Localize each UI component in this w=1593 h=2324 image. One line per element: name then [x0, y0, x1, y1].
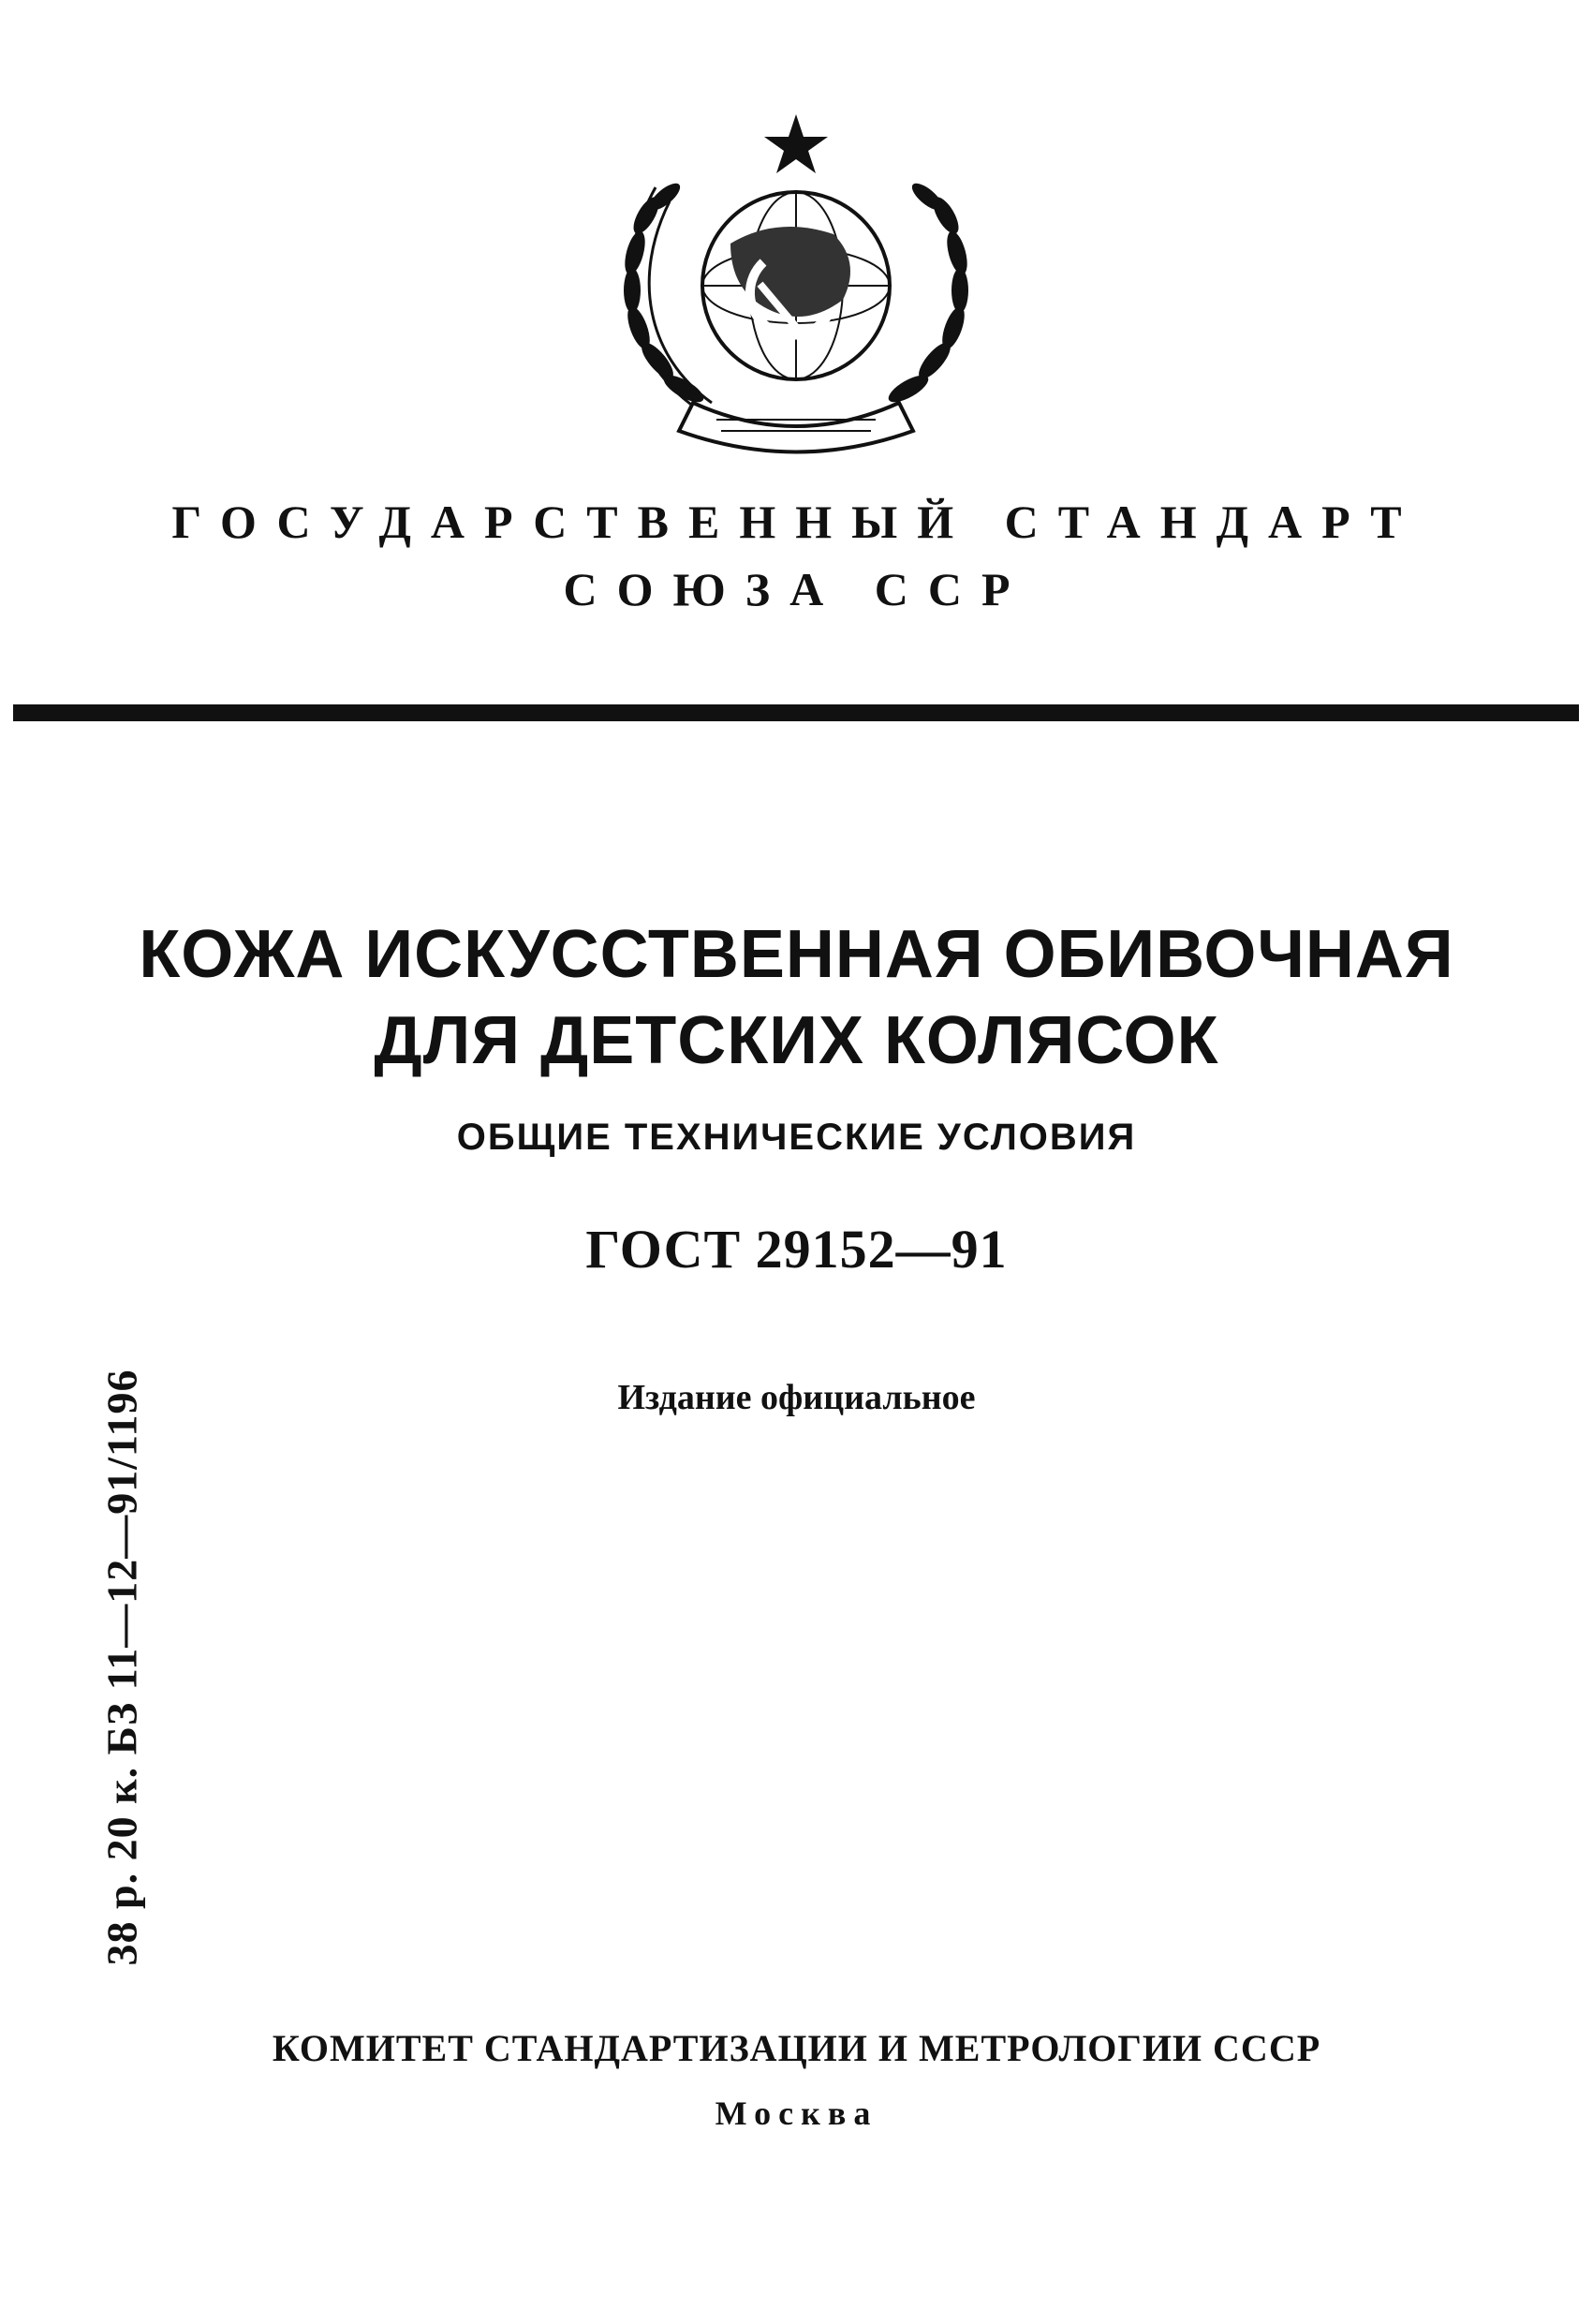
publisher: КОМИТЕТ СТАНДАРТИЗАЦИИ И МЕТРОЛОГИИ СССР	[272, 2027, 1321, 2069]
city: Москва	[715, 2095, 878, 2132]
standard-header-line-1: ГОСУДАРСТВЕННЫЙ СТАНДАРТ	[171, 496, 1422, 548]
standard-header-line-2: СОЮЗА ССР	[563, 563, 1030, 615]
document-title-line-2: ДЛЯ ДЕТСКИХ КОЛЯСОК	[374, 1003, 1219, 1078]
document-title-line-1: КОЖА ИСКУССТВЕННАЯ ОБИВОЧНАЯ	[139, 917, 1454, 992]
state-emblem	[590, 103, 1002, 468]
horizontal-rule	[13, 704, 1579, 721]
edition-note: Издание официальное	[617, 1378, 976, 1417]
side-price-code: 38 р. 20 к. БЗ 11—12—91/1196	[97, 1369, 146, 1966]
gost-number: ГОСТ 29152—91	[585, 1219, 1008, 1280]
document-subtitle: ОБЩИЕ ТЕХНИЧЕСКИЕ УСЛОВИЯ	[456, 1117, 1137, 1158]
